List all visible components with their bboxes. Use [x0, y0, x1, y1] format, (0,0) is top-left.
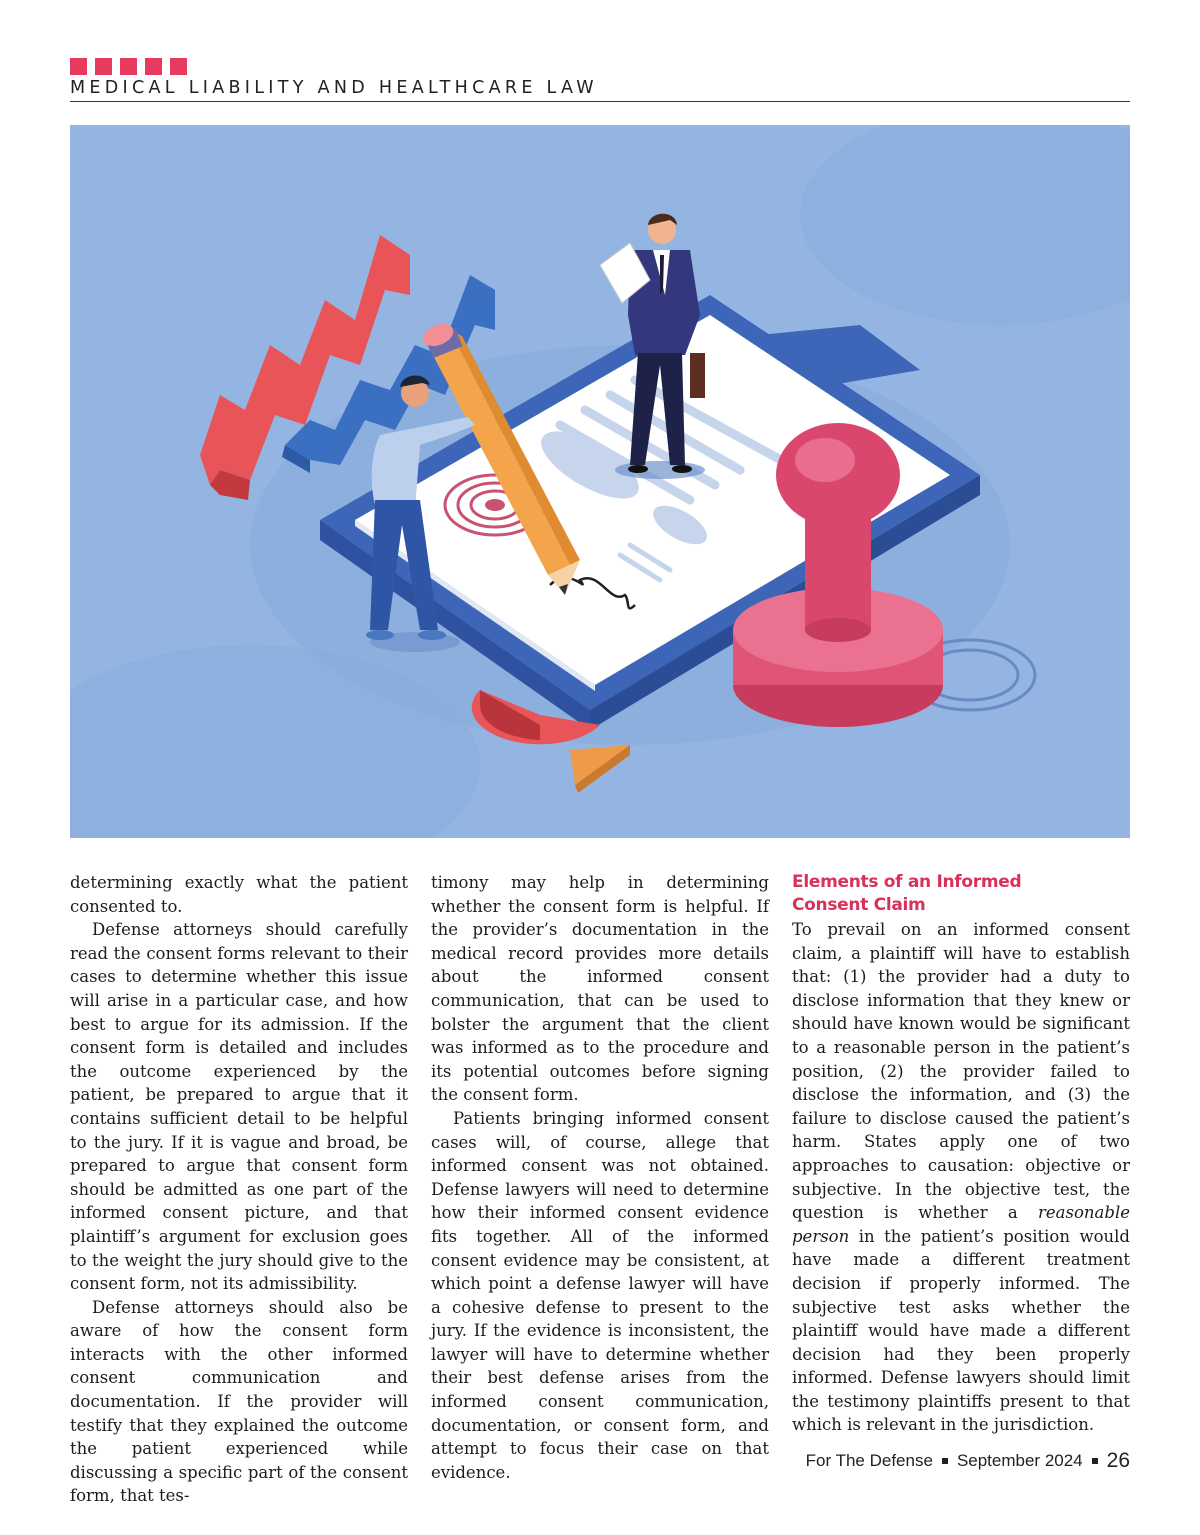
text-run: To prevail on an informed consent claim, a plaintiff will have to establish that: (1) the provider had a duty to disclose information that they knew or should have known would be significant to a reasonable person in the patient’s position, (2) the provider failed to disclose the information, and (3) the failure to disclose caused the patient’s harm. States apply one of two approaches to causation: objective or subjective. In the objective test, the question is whether a	[792, 920, 1130, 1223]
paragraph: Defense attorneys should carefully read the consent forms relevant to their cases to determine whether this issue will arise in a particular case, and how best to argue for its admission. If the consent form is detailed and includes the outcome experienced by the patient, be prepared to argue that it contains sufficient detail to be helpful to the jury. If it is vague and broad, be prepared to argue that consent form should be admitted as one part of the informed consent picture, and that plaintiff’s argument for exclusion goes to the weight the jury should give to the consent form, not its admissibility.	[70, 920, 408, 1294]
marker-square	[95, 58, 112, 75]
subheading	[792, 871, 1130, 917]
subheading-line-2: Consent Claim	[792, 895, 926, 915]
subheading-line-1: Elements of an Informed	[792, 872, 1022, 892]
publication-name: For The Defense	[805, 1451, 933, 1470]
consent-document-signing-illustration	[70, 125, 1130, 838]
marker-square	[145, 58, 162, 75]
section-title: MEDICAL LIABILITY AND HEALTHCARE LAW	[70, 78, 598, 98]
italic-term: reasonable person	[792, 1203, 1130, 1246]
page-footer	[806, 1449, 1130, 1473]
footer-separator-icon	[942, 1458, 948, 1464]
issue-date: September 2024	[956, 1451, 1083, 1470]
marker-square	[70, 58, 87, 75]
footer-separator-icon	[1092, 1458, 1098, 1464]
text-run: in the patient’s position would have made a different treatment decision if properly informed. The subjective test asks whether the plaintiff would have made a different decision had they been properly informed. Defense lawyers should limit the testimony plaintiffs present to that which is relevant in the jurisdiction.	[792, 1226, 1130, 1435]
marker-square	[170, 58, 187, 75]
page-number: 26	[1106, 1449, 1130, 1472]
paragraph	[792, 918, 1130, 1437]
section-rule	[70, 101, 1130, 102]
paragraph: Patients bringing informed consent cases will, of course, allege that informed consent was not obtained. Defense lawyers will need to determine how their informed consent evidence fits together. All of the informed consent evidence may be consistent, at which point a defense lawyer will have a cohesive defense to present to the jury. If the evidence is inconsistent, the lawyer will have to determine whether their best defense arises from the informed consent communication, documentation, or consent form, and attempt to focus their case on that evidence.	[431, 1108, 769, 1482]
article-column-2	[431, 871, 769, 1484]
article-column-3	[792, 871, 1130, 1437]
article-column-1	[70, 871, 408, 1508]
marker-square	[120, 58, 137, 75]
paragraph: Defense attorneys should also be aware of how the consent form interacts with the other informed consent communication and documentation. If the provider will testify that they explained the outcome the patient experienced while discussing a specific part of the consent form, that tes-	[70, 1297, 408, 1506]
paragraph: determining exactly what the patient consented to.	[70, 873, 408, 916]
section-marker-squares	[70, 58, 187, 75]
paragraph: timony may help in determining whether the consent form is helpful. If the provider’s documentation in the medical record provides more details about the informed consent communication, that can be used to bolster the argument that the client was informed as to the procedure and its potential outcomes before signing the consent form.	[431, 873, 769, 1105]
